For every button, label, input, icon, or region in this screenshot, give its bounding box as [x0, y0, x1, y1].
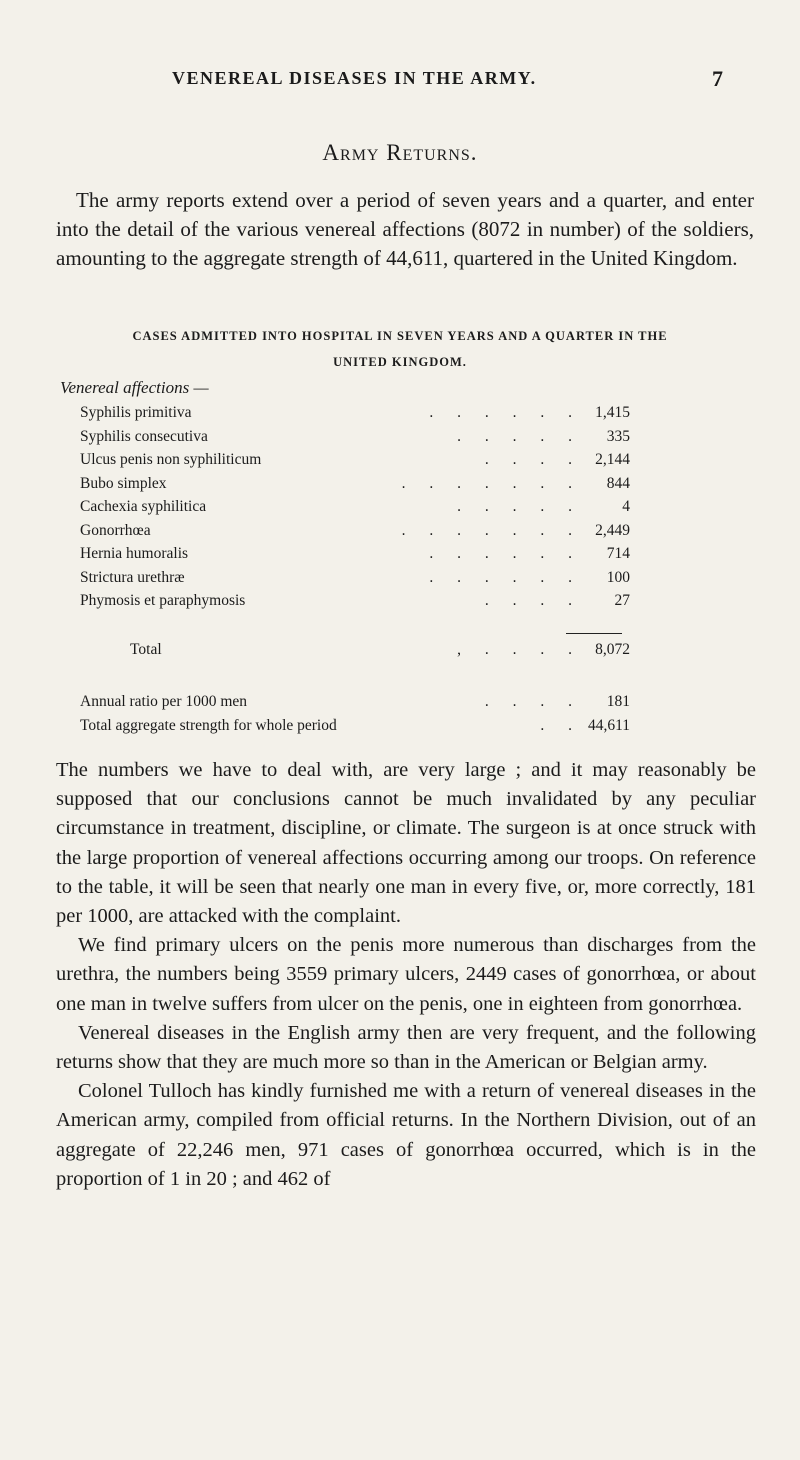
- table-group-heading: Venereal affections —: [60, 378, 209, 397]
- row-label: Hernia humoralis: [80, 545, 189, 562]
- leader-dots: . . . . . .: [429, 545, 582, 562]
- table-summary: [80, 693, 640, 741]
- leader-dots: . . . .: [484, 592, 582, 609]
- table-row: [80, 404, 640, 428]
- table-row: [80, 522, 640, 546]
- table-row: [80, 569, 640, 593]
- row-label: Syphilis primitiva: [80, 404, 192, 421]
- leader-dots: . . . . . . .: [401, 521, 582, 539]
- section-title: Army Returns.: [322, 140, 478, 165]
- table-row: [80, 428, 640, 452]
- page-number: 7: [712, 66, 723, 91]
- summary-label: Total aggregate strength for whole period: [80, 717, 337, 734]
- body-paragraph: Colonel Tulloch has kindly furnished me with a return of venereal diseases in the American army, compiled from official returns. In the Northern Division, out of an aggregate of 22,246 men, 971 cases of gonorrhœa occurred, which is in the proportion of 1 in 20 ; and 462 of: [56, 1080, 756, 1190]
- row-label: Phymosis et paraphymosis: [80, 592, 246, 609]
- body-paragraph: The numbers we have to deal with, are very large ; and it may reasonably be supposed that our conclusions cannot be much invalidated by any peculiar circumstance in treatment, discipline, or climate. The surgeon is at once struck with the large proportion of venereal affections occurring among our troops. On reference to the table, it will be seen that nearly one man in every five, or, more correctly, 181 per 1000, are attacked with the complaint.: [56, 759, 756, 928]
- leader-dots: . . . . . .: [429, 404, 582, 421]
- summary-value: 181: [606, 693, 630, 710]
- row-label: Strictura urethræ: [80, 568, 185, 586]
- table-caption: [50, 323, 750, 375]
- table-row: [80, 498, 640, 522]
- table-row: [80, 545, 640, 569]
- row-label: Gonorrhœa: [80, 521, 151, 539]
- row-value: 4: [622, 498, 630, 515]
- total-label: Total: [130, 641, 162, 658]
- leader-dots: . . . .: [484, 693, 582, 710]
- running-head: VENEREAL DISEASES IN THE ARMY.: [172, 68, 537, 88]
- summary-row: [80, 693, 640, 717]
- table-total-row: [80, 641, 640, 665]
- leader-dots: , . . . .: [457, 641, 582, 658]
- summary-value: 44,611: [587, 717, 630, 734]
- row-value: 2,144: [595, 451, 630, 468]
- total-value: 8,072: [595, 641, 630, 658]
- table-caption-line-1: CASES ADMITTED INTO HOSPITAL IN SEVEN YEARS AND A QUARTER IN THE: [132, 329, 668, 343]
- row-label: Ulcus penis non syphiliticum: [80, 451, 262, 468]
- row-label: Bubo simplex: [80, 474, 167, 492]
- summary-row: [80, 717, 640, 741]
- body-paragraph: Venereal diseases in the English army then are very frequent, and the following returns show that they are much more so than in the American or Belgian army.: [56, 1021, 756, 1074]
- leader-dots: . . . . . .: [429, 568, 582, 586]
- table-row: [80, 592, 640, 616]
- body-text: [56, 756, 756, 1194]
- table-row: [80, 475, 640, 499]
- summary-label: Annual ratio per 1000 men: [80, 693, 248, 710]
- table-caption-line-2: UNITED KINGDOM.: [333, 355, 467, 369]
- total-rule: [566, 633, 622, 634]
- row-label: Cachexia syphilitica: [80, 498, 207, 515]
- leader-dots: . .: [540, 717, 582, 734]
- row-value: 2,449: [595, 521, 630, 539]
- table-row: [80, 451, 640, 475]
- leader-dots: . . . . .: [457, 498, 582, 515]
- intro-paragraph: The army reports extend over a period of seven years and a quarter, and enter into the detail of the various venereal affections (8072 in number) of the soldiers, amounting to the aggregate strength of 44,611, quartered in the United Kingdom.: [56, 188, 754, 270]
- row-value: 1,415: [595, 404, 630, 421]
- leader-dots: . . . . .: [457, 427, 582, 445]
- row-value: 335: [606, 427, 630, 445]
- leader-dots: . . . .: [484, 451, 582, 468]
- row-value: 100: [606, 568, 630, 586]
- row-value: 27: [614, 592, 630, 609]
- leader-dots: . . . . . . .: [401, 474, 582, 492]
- row-label: Syphilis consecutiva: [80, 427, 208, 445]
- body-paragraph: We find primary ulcers on the penis more numerous than discharges from the urethra, the numbers being 3559 primary ulcers, 2449 cases of gonorrhœa, or about one man in twelve suffers from ulcer on the penis, one in eighteen from gonorrhœa.: [56, 934, 756, 1015]
- row-value: 844: [606, 474, 630, 492]
- row-value: 714: [606, 545, 630, 562]
- table-rows: [80, 404, 640, 616]
